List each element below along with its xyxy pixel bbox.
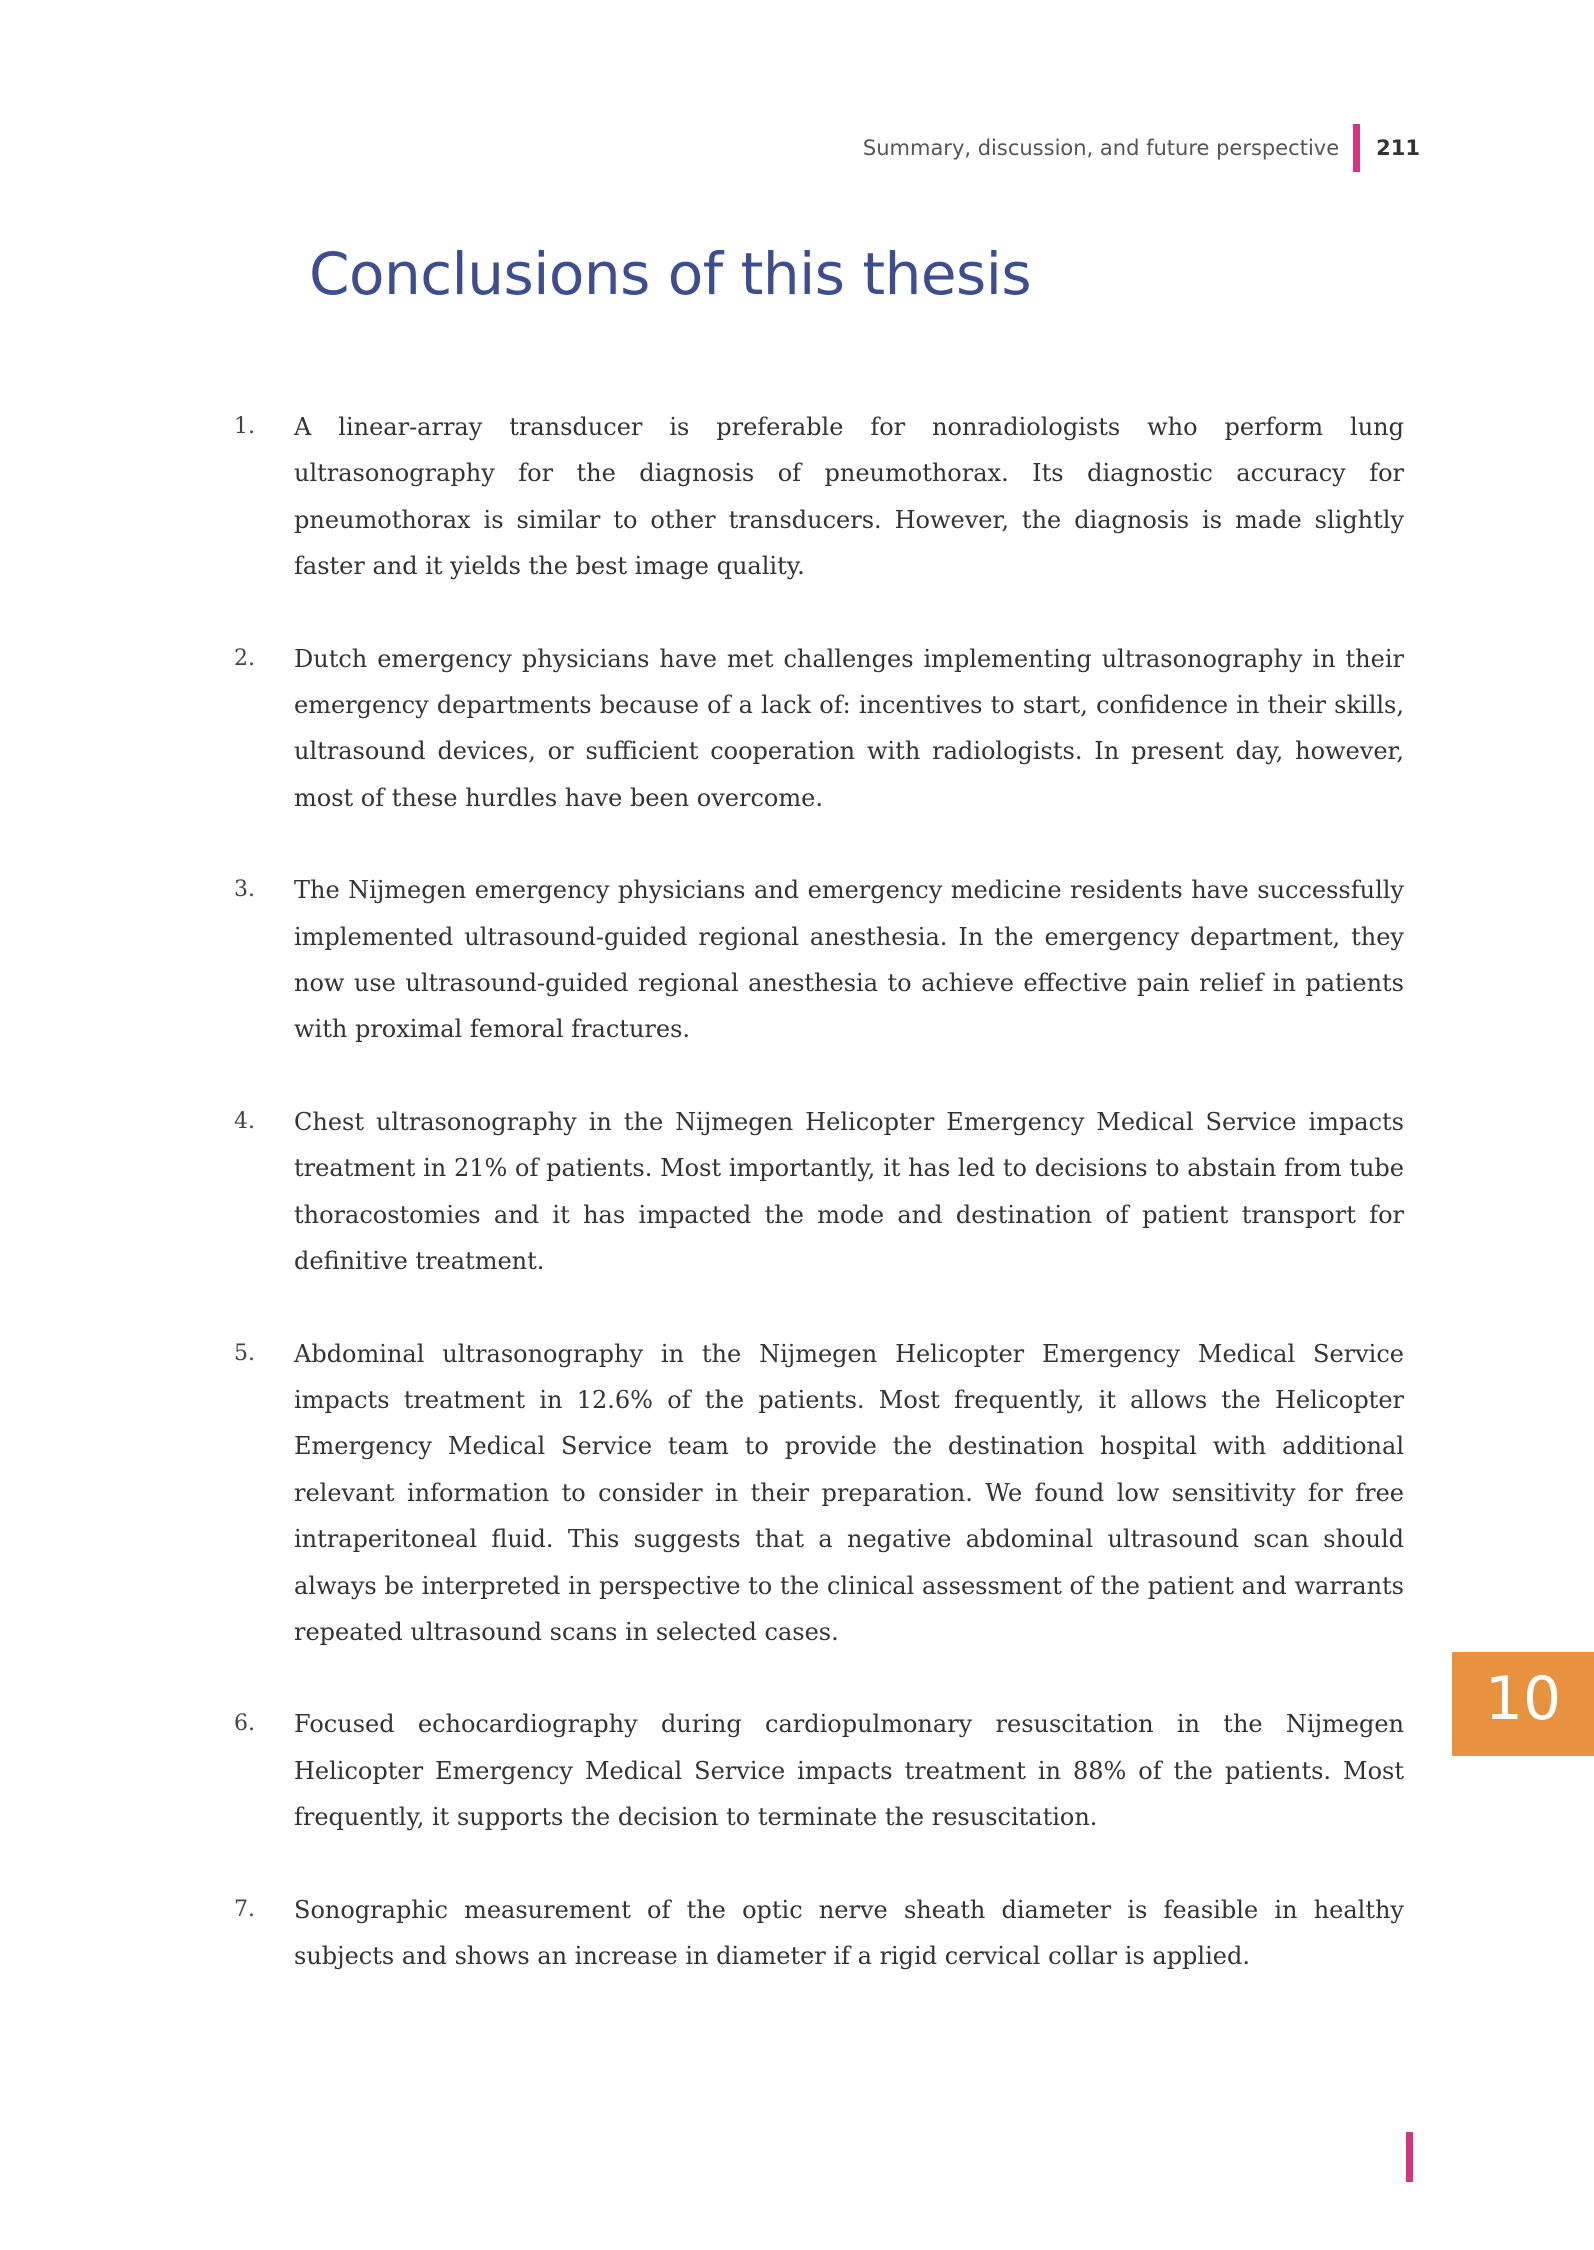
running-header [863, 128, 1420, 168]
conclusion-text: Abdominal ultrasonography in the Nijmegen Helicopter Emergency Medical Service impacts treatment in 12.6% of the patients. Most frequently, it allows the Helicopter Emergency Medical Service team to provide the destination hospital with additional relevant information to consider in their preparation. We found low sensitivity for free intraperitoneal fluid. This suggests that a negative abdominal ultrasound scan should always be interpreted in perspective to the clinical assessment of the patient and warrants repeated ultrasound scans in selected cases. [294, 1339, 1404, 1646]
conclusion-item-6 [0, 1701, 1404, 1840]
conclusion-text: Focused echocardiography during cardiopulmonary resuscitation in the Nijmegen Helicopter Emergency Medical Service impacts treatment in 88% of the patients. Most frequently, it supports the decision to terminate the resuscitation. [294, 1710, 1404, 1832]
conclusion-text: Chest ultrasonography in the Nijmegen Helicopter Emergency Medical Service impacts treatment in 21% of patients. Most importantly, it has led to decisions to abstain from tube thoracostomies and it has impacted the mode and destination of patient transport for definitive treatment. [294, 1107, 1404, 1276]
chapter-tab: 10 [1452, 1652, 1594, 1756]
conclusion-text: The Nijmegen emergency physicians and emergency medicine residents have successfully implemented ultrasound-guided regional anesthesia. In the emergency department, they now use ultrasound-guided regional anesthesia to achieve effective pain relief in patients with proximal femoral fractures. [294, 876, 1404, 1044]
conclusion-number: 2. [234, 645, 255, 671]
conclusion-number: 3. [234, 877, 255, 903]
conclusion-text: A linear-array transducer is preferable for nonradiologists who perform lung ultrasonography for the diagnosis of pneumothorax. Its diagnostic accuracy for pneumothorax is similar to other transducers. However, the diagnosis is made slightly faster and it yields the best image quality. [294, 413, 1404, 581]
running-title: Summary, discussion, and future perspective [862, 135, 1340, 160]
conclusion-text: Sonographic measurement of the optic nerve sheath diameter is feasible in healthy subjects and shows an increase in diameter if a rigid cervical collar is applied. [294, 1895, 1404, 1970]
conclusion-text: Dutch emergency physicians have met challenges implementing ultrasonography in their emergency departments because of a lack of: incentives to start, confidence in their skills, ultrasound devices, or sufficient cooperation with radiologists. In present day, however, most of these hurdles have been overcome. [294, 644, 1404, 812]
conclusion-item-5 [0, 1331, 1404, 1656]
conclusion-number: 6. [234, 1711, 255, 1737]
conclusion-item-1 [0, 404, 1404, 590]
conclusion-number: 4. [234, 1108, 255, 1134]
conclusion-number: 5. [234, 1340, 255, 1366]
conclusion-item-3 [0, 867, 1404, 1053]
conclusion-item-2 [0, 636, 1404, 822]
page-number: 211 [1376, 135, 1420, 160]
conclusion-number: 7. [234, 1896, 255, 1922]
conclusion-item-7 [0, 1887, 1404, 1980]
conclusion-number: 1. [234, 414, 255, 439]
page-title: Conclusions of this thesis [309, 240, 1032, 308]
footer-accent-bar [1406, 2132, 1413, 2182]
conclusions-list [0, 404, 1404, 2025]
header-accent-bar [1353, 124, 1360, 172]
conclusion-item-4 [0, 1099, 1404, 1285]
